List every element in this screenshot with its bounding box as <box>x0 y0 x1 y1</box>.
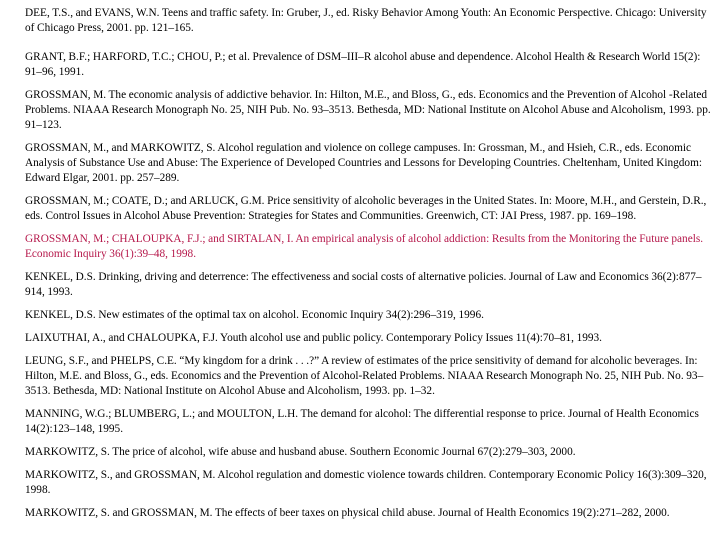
reference-item: GROSSMAN, M., and MARKOWITZ, S. Alcohol regulation and violence on college campuses. In: Grossman, M., and Hsieh, C.R., eds. Economic Analysis of Substance Use and Abuse: The Experience of Developed Countries and Lessons for Developing Countries. Cheltenham, United Kingdom: Edward Elgar, 2001. pp. 257–289. <box>25 142 703 184</box>
reference-item-highlighted[interactable]: GROSSMAN, M.; CHALOUPKA, F.J.; and SIRTALAN, I. An empirical analysis of alcohol addiction: Results from the Monitoring the Future panels. Economic Inquiry 36(1):39–48, 1998. <box>25 233 704 260</box>
reference-item: LEUNG, S.F., and PHELPS, C.E. “My kingdom for a drink . . .?” A review of estimates of the price sensitivity of demand for alcoholic beverages. In: Hilton, M.E. and Bloss, G., eds. Economics and the Prevention of Alcohol-Related Problems. NIAAA Research Monograph No. 25, NIH Pub. No. 93–3513. Bethesda, MD: National Institute on Alcohol Abuse and Alcoholism, 1993. pp. 1–32. <box>25 355 704 397</box>
reference-item: DEE, T.S., and EVANS, W.N. Teens and traffic safety. In: Gruber, J., ed. Risky Behavior Among Youth: An Economic Perspective. Chicago: University of Chicago Press, 2001. pp. 121–165. <box>25 7 707 34</box>
reference-item: GROSSMAN, M. The economic analysis of addictive behavior. In: Hilton, M.E., and Bloss, G., eds. Economics and the Prevention of Alcohol -Related Problems. NIAAA Research Monograph No. 25, NIH Pub. No. 93–3513. Bethesda, MD: National Institute on Alcohol Abuse and Alcoholism, 1993. pp. 91–123. <box>25 89 711 131</box>
reference-item: LAIXUTHAI, A., and CHALOUPKA, F.J. Youth alcohol use and public policy. Contemporary Policy Issues 11(4):70–81, 1993. <box>25 332 603 344</box>
reference-item: GRANT, B.F.; HARFORD, T.C.; CHOU, P.; et al. Prevalence of DSM–III–R alcohol abuse and dependence. Alcohol Health & Research World 15(2): 91–96, 1991. <box>25 51 701 78</box>
reference-item: KENKEL, D.S. New estimates of the optimal tax on alcohol. Economic Inquiry 34(2):296–319, 1996. <box>25 309 484 321</box>
reference-item: MANNING, W.G.; BLUMBERG, L.; and MOULTON, L.H. The demand for alcohol: The differential response to price. Journal of Health Economics 14(2):123–148, 1995. <box>25 408 699 435</box>
reference-item: MARKOWITZ, S., and GROSSMAN, M. Alcohol regulation and domestic violence towards children. Contemporary Economic Policy 16(3):309–320, 1998. <box>25 469 707 496</box>
reference-item: MARKOWITZ, S. The price of alcohol, wife abuse and husband abuse. Southern Economic Journal 67(2):279–303, 2000. <box>25 446 576 458</box>
reference-item: GROSSMAN, M.; COATE, D.; and ARLUCK, G.M. Price sensitivity of alcoholic beverages in the United States. In: Moore, M.H., and Gerstein, D.R., eds. Control Issues in Alcohol Abuse Prevention: Strategies for States and Communities. Greenwich, CT: JAI Press, 1987. pp. 169–198. <box>25 195 707 222</box>
reference-item: MARKOWITZ, S. and GROSSMAN, M. The effects of beer taxes on physical child abuse. Journal of Health Economics 19(2):271–282, 2000. <box>25 507 670 519</box>
reference-item: KENKEL, D.S. Drinking, driving and deterrence: The effectiveness and social costs of alternative policies. Journal of Law and Economics 36(2):877–914, 1993. <box>25 271 702 298</box>
reference-list <box>25 6 715 529</box>
